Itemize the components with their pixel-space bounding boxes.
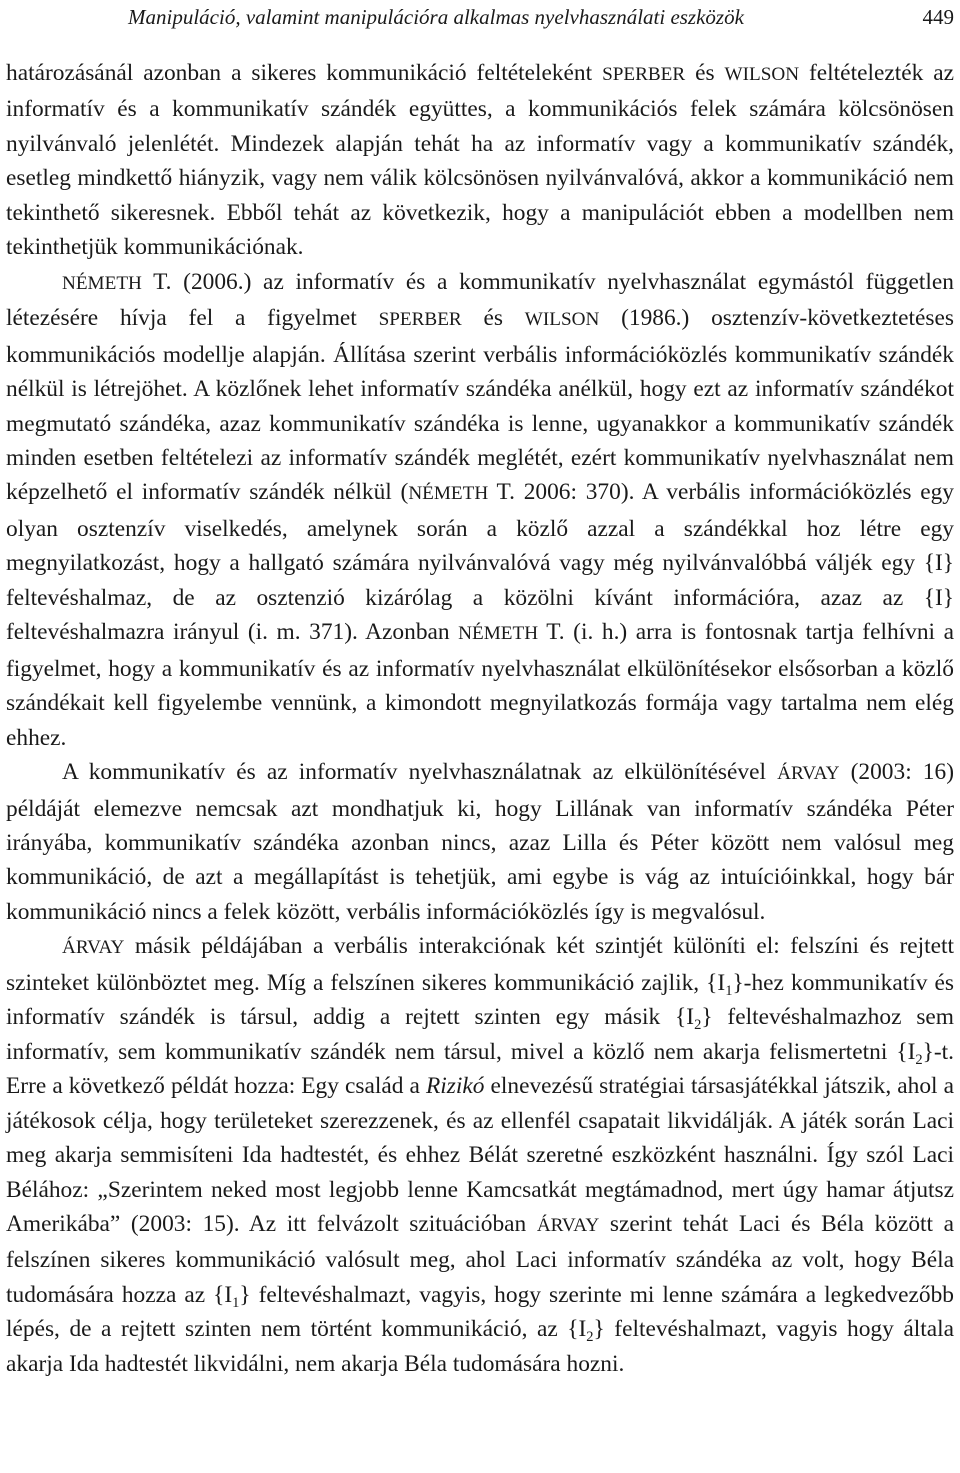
- text-run: határozásánál azonban a sikeres kommunikáció feltételeként: [6, 60, 603, 86]
- subscript: 2: [694, 1017, 702, 1034]
- author-name: NÉMETH: [458, 623, 539, 645]
- text-run: T. 2006: 370). A verbális információközlés egy olyan osztenzív viselkedés, amelynek során a közlő azzal a szándékkal hoz létre egy megnyilatkozást, hogy a hallgató számára nyilvánvalóvá vagy még nyilvánvalóbbá váljék egy {I} feltevéshalmaz, de az osztenzió kizárólag a közölni kívánt információra, azaz az {I} feltevéshalmazra irányul (i. m. 371). Azonban: [6, 479, 955, 646]
- author-name: ÁRVAY: [536, 1214, 600, 1236]
- author-name: WILSON: [524, 309, 600, 331]
- italic-term: Rizikó: [425, 1073, 485, 1100]
- text-run: szerint tehát Laci és Béla között a felszínen sikeres kommunikáció valósult meg, ahol Laci informatív szándéka az volt, hogy Béla tudomására hozza az {I: [6, 1210, 955, 1308]
- text-run: }-t. Erre a következő példát hozza: Egy család a: [6, 1038, 954, 1100]
- paragraph: [6, 265, 954, 755]
- text-run: T. (2006.) az informatív és a kommunikatív nyelvhasználat egymástól független létezésére hívja fel a figyelmet: [6, 268, 954, 332]
- text-run: másik példájában a verbális interakciónak két szintjét különíti el: felszíni és rejtett szinteket különböztet meg. Míg a felszínen sikeres kommunikáció zajlik, {I: [6, 933, 954, 996]
- body-text: [6, 56, 954, 1381]
- text-run: }-hez kommunikatív és informatív szándék is társul, addig a rejtett szinten egy másik {I: [6, 969, 954, 1031]
- text-run: elnevezésű stratégiai társasjátékkal játszik, ahol a játékosok célja, hogy területeket szerezzenek, és az ellenfél csapatait likvidálják. A játék során Laci meg akarja semmisíteni Ida hadtestét, és ehhez Bélát szeretné eszközként használni. Így szól Laci Bélához: „Szerintem neked most legjobb lenne Kamcsatkát megtámadnod, mert úgy hamar átjutsz Amerikába” (2003: 15). Az itt felvázolt szituációban: [6, 1073, 954, 1237]
- text-run: T. (i. h.) arra is fontosnak tartja felhívni a figyelmet, hogy a kommunikatív és az informatív nyelvhasználat elkülönítésekor elsősorban a közlő szándékait kell figyelembe vennünk, a kimondott megnyilatkozás formája vagy tartalma nem elég ehhez.: [6, 619, 955, 751]
- author-name: NÉMETH: [62, 272, 142, 294]
- author-name: SPERBER: [378, 309, 462, 331]
- paragraph: [6, 755, 954, 929]
- text-run: A kommunikatív és az informatív nyelvhasználatnak az elkülönítésével: [62, 759, 778, 786]
- author-name: ÁRVAY: [777, 763, 840, 785]
- subscript: 1: [725, 982, 733, 999]
- text-run: feltételezték az informatív és a kommunikatív szándék együttes, a kommunikációs felek számára kölcsönösen nyilvánvaló jelenlétét. Mindezek alapján tehát ha az informatív vagy a kommunikatív szándék, esetleg mindkettő hiányzik, vagy nem válik kölcsönösen nyilvánvalóvá, akkor a kommunikáció nem tekinthető sikeresnek. Ebből tehát az következik, hogy a manipulációt ebben a modellben nem tekinthetjük kommunikációnak.: [6, 60, 954, 261]
- text-run: és: [685, 60, 725, 86]
- author-name: WILSON: [724, 64, 800, 85]
- author-name: ÁRVAY: [62, 937, 125, 959]
- running-head-title: Manipuláció, valamint manipulációra alkalmas nyelvhasználati eszközök: [128, 5, 744, 29]
- subscript: 1: [232, 1294, 240, 1311]
- text-run: (1986.) osztenzív-következtetéses kommunikációs modellje alapján. Állítása szerint verbális információközlés kommunikatív szándék nélkül is létrejöhet. A közlőnek lehet informatív szándéka anélkül, hogy ezt az informatív szándékot megmutató szándéka, azaz kommunikatív szándéka is lenne, ugyanakkor a kommunikatív szándék minden esetben feltételezi az informatív szándék meglétét, ezért kommunikatív nyelvhasználat nem képzelhető el informatív szándék nélkül (: [6, 305, 954, 506]
- subscript: 2: [915, 1051, 923, 1068]
- paragraph: [6, 929, 954, 1381]
- author-name: NÉMETH: [408, 483, 489, 505]
- paragraph: [6, 56, 954, 265]
- subscript: 2: [586, 1329, 594, 1346]
- text-run: } feltevéshalmazt, vagyis hogy általa akarja Ida hadtestét likvidálni, nem akarja Béla tudomására hozni.: [6, 1316, 954, 1377]
- text-run: és: [461, 305, 525, 332]
- text-run: } feltevéshalmazhoz sem informatív, sem kommunikatív szándék nem társul, mivel a közlő nem akarja felismertetni {I: [6, 1004, 955, 1065]
- author-name: SPERBER: [602, 64, 686, 85]
- page-number: 449: [922, 5, 954, 29]
- text-run: } feltevéshalmazt, vagyis, hogy szerinte mi lenne számára a legkedvezőbb lépés, de a rejtett szinten nem történt kommunikáció, az {I: [6, 1281, 954, 1343]
- running-head: [0, 2, 960, 32]
- text-run: (2003: 16) példáját elemezve nemcsak azt mondhatjuk ki, hogy Lillának van informatív szándéka Péter irányába, kommunikatív szándéka azonban nincs, azaz Lilla és Péter között nem valósul meg kommunikáció, de azt a megállapítást is tehetjük, ami egybe is vág az intuícióinkkal, hogy bár kommunikáció nincs a felek között, verbális információközlés így is megvalósul.: [6, 759, 954, 925]
